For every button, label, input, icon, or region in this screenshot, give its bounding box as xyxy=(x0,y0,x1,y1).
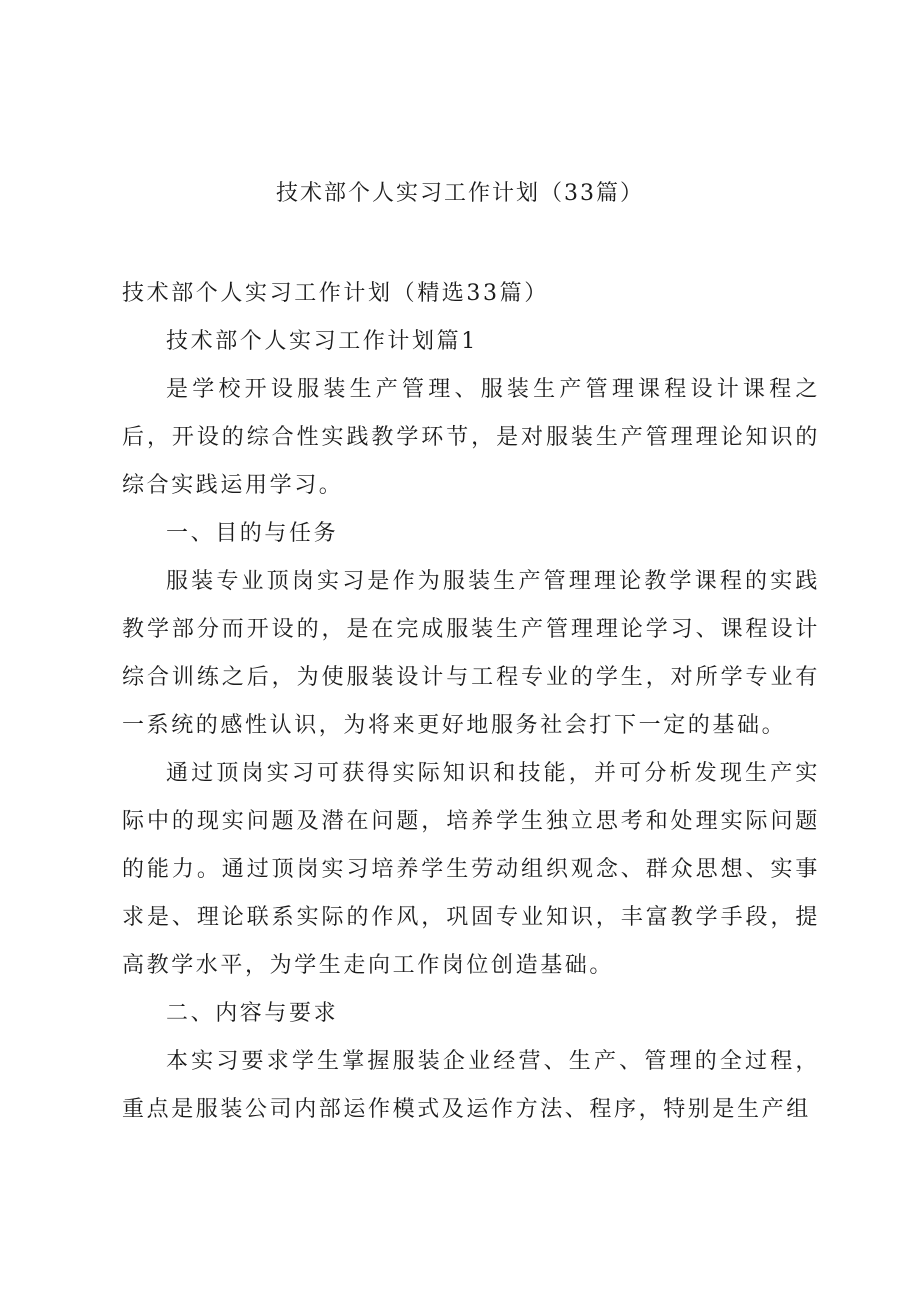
paragraph: 通过顶岗实习可获得实际知识和技能，并可分析发现生产实际中的现实问题及潜在问题，培养学生独立思考和处理实际问题的能力。通过顶岗实习培养学生劳动组织观念、群众思想、实事求是、理论联系实际的作风，巩固专业知识，丰富教学手段，提高教学水平，为学生走向工作岗位创造基础。 xyxy=(122,761,820,978)
paragraph: 本实习要求学生掌握服装企业经营、生产、管理的全过程，重点是服装公司内部运作模式及运作方法、程序，特别是生产组 xyxy=(122,1049,820,1122)
paragraph: 是学校开设服装生产管理、服装生产管理课程设计课程之后，开设的综合性实践教学环节，是对服装生产管理理论知识的综合实践运用学习。 xyxy=(122,377,820,498)
document-subtitle: 技术部个人实习工作计划（精选33篇） xyxy=(122,281,549,306)
document-title: 技术部个人实习工作计划（33篇） xyxy=(276,181,644,206)
document-body xyxy=(122,270,820,1134)
section-heading-content: 二、内容与要求 xyxy=(166,1001,339,1026)
section-heading-purpose: 一、目的与任务 xyxy=(166,521,339,546)
article-heading: 技术部个人实习工作计划篇1 xyxy=(166,329,478,354)
paragraph: 服装专业顶岗实习是作为服装生产管理理论教学课程的实践教学部分而开设的，是在完成服装生产管理理论学习、课程设计综合训练之后，为使服装设计与工程专业的学生，对所学专业有一系统的感性认识，为将来更好地服务社会打下一定的基础。 xyxy=(122,569,820,738)
